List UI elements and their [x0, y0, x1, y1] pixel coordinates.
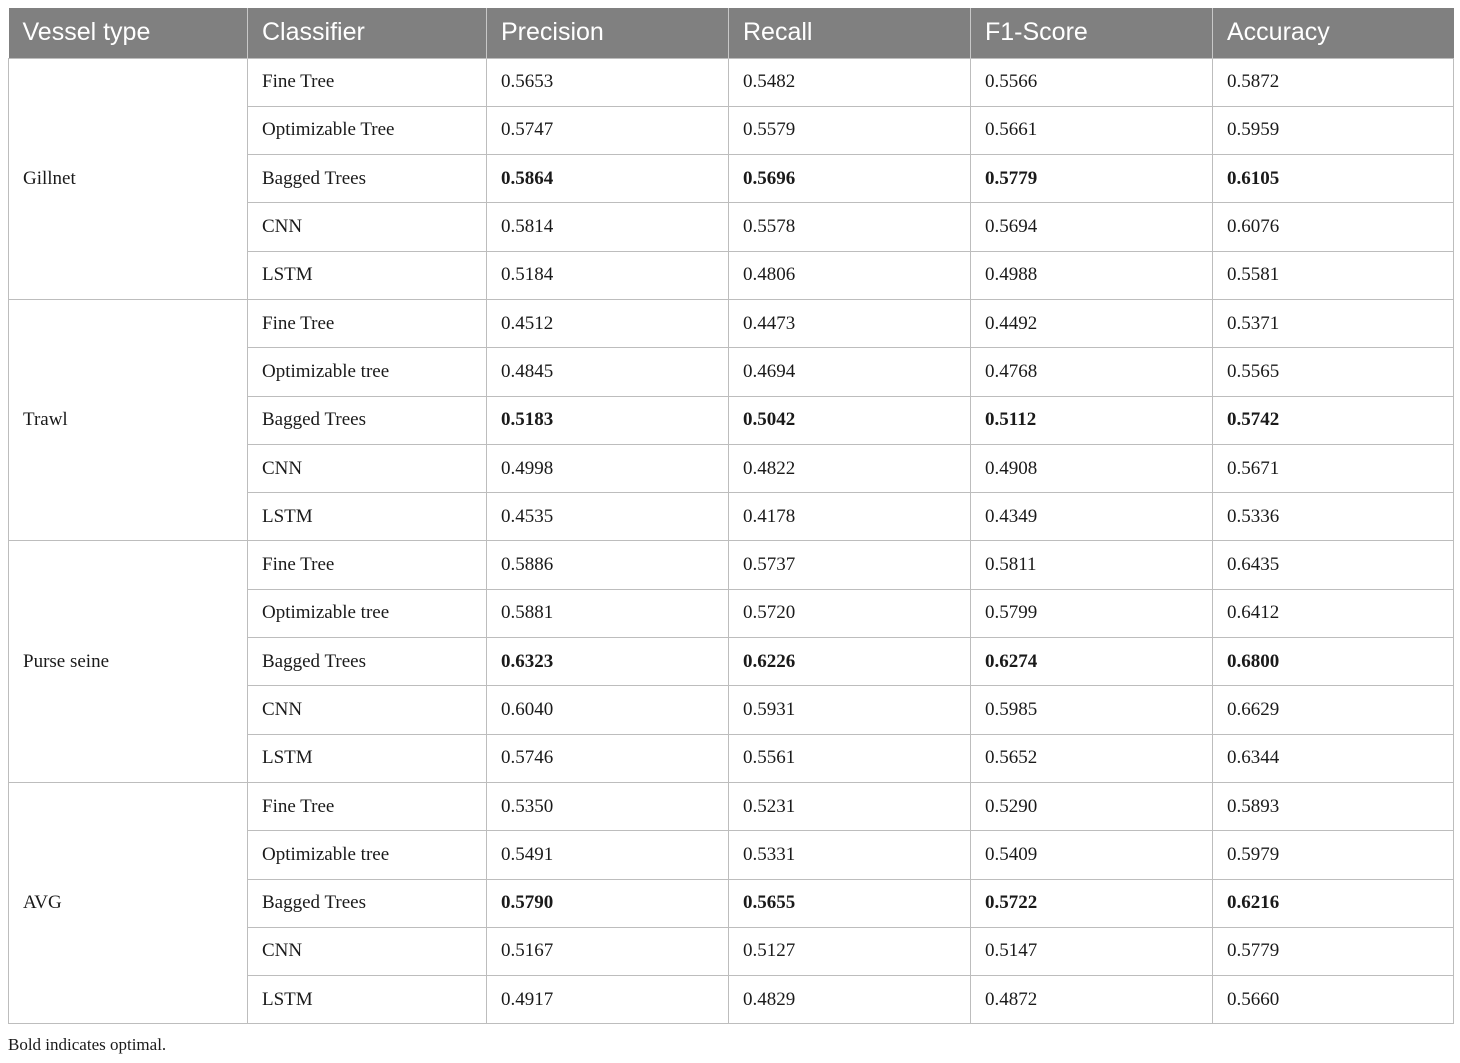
f1-score-cell: 0.5147 [971, 927, 1213, 975]
header-recall: Recall [729, 8, 971, 58]
f1-score-cell: 0.5290 [971, 782, 1213, 830]
f1-score-cell: 0.4768 [971, 348, 1213, 396]
vessel-type-cell: AVG [9, 782, 248, 1023]
accuracy-cell: 0.6800 [1213, 638, 1454, 686]
f1-score-cell: 0.5112 [971, 396, 1213, 444]
recall-cell: 0.5042 [729, 396, 971, 444]
accuracy-cell: 0.6629 [1213, 686, 1454, 734]
results-table [8, 8, 1454, 1024]
header-vessel-type: Vessel type [9, 8, 248, 58]
results-table-container [8, 8, 1453, 1024]
precision-cell: 0.5864 [487, 155, 729, 203]
accuracy-cell: 0.5565 [1213, 348, 1454, 396]
recall-cell: 0.5578 [729, 203, 971, 251]
precision-cell: 0.5184 [487, 251, 729, 299]
table-body [9, 58, 1454, 1024]
classifier-cell: LSTM [248, 251, 487, 299]
accuracy-cell: 0.6216 [1213, 879, 1454, 927]
classifier-cell: CNN [248, 686, 487, 734]
precision-cell: 0.5350 [487, 782, 729, 830]
table-row [9, 58, 1454, 106]
recall-cell: 0.4694 [729, 348, 971, 396]
precision-cell: 0.4512 [487, 299, 729, 347]
recall-cell: 0.5720 [729, 589, 971, 637]
accuracy-cell: 0.5660 [1213, 976, 1454, 1024]
table-row [9, 782, 1454, 830]
f1-score-cell: 0.5722 [971, 879, 1213, 927]
classifier-cell: LSTM [248, 493, 487, 541]
accuracy-cell: 0.6105 [1213, 155, 1454, 203]
precision-cell: 0.4917 [487, 976, 729, 1024]
recall-cell: 0.5579 [729, 106, 971, 154]
precision-cell: 0.5653 [487, 58, 729, 106]
precision-cell: 0.5790 [487, 879, 729, 927]
classifier-cell: Bagged Trees [248, 396, 487, 444]
accuracy-cell: 0.5742 [1213, 396, 1454, 444]
recall-cell: 0.5931 [729, 686, 971, 734]
header-precision: Precision [487, 8, 729, 58]
table-footnote: Bold indicates optimal. [8, 1035, 167, 1054]
precision-cell: 0.4998 [487, 444, 729, 492]
header-f1-score: F1-Score [971, 8, 1213, 58]
classifier-cell: Bagged Trees [248, 155, 487, 203]
f1-score-cell: 0.4988 [971, 251, 1213, 299]
classifier-cell: Fine Tree [248, 58, 487, 106]
precision-cell: 0.5814 [487, 203, 729, 251]
accuracy-cell: 0.5581 [1213, 251, 1454, 299]
f1-score-cell: 0.4492 [971, 299, 1213, 347]
accuracy-cell: 0.5671 [1213, 444, 1454, 492]
recall-cell: 0.5331 [729, 831, 971, 879]
classifier-cell: CNN [248, 203, 487, 251]
classifier-cell: Fine Tree [248, 782, 487, 830]
table-header [9, 8, 1454, 58]
classifier-cell: LSTM [248, 734, 487, 782]
precision-cell: 0.5491 [487, 831, 729, 879]
accuracy-cell: 0.6344 [1213, 734, 1454, 782]
classifier-cell: Optimizable tree [248, 348, 487, 396]
header-row [9, 8, 1454, 58]
accuracy-cell: 0.6412 [1213, 589, 1454, 637]
precision-cell: 0.5747 [487, 106, 729, 154]
f1-score-cell: 0.5811 [971, 541, 1213, 589]
recall-cell: 0.5655 [729, 879, 971, 927]
recall-cell: 0.4829 [729, 976, 971, 1024]
precision-cell: 0.5167 [487, 927, 729, 975]
recall-cell: 0.4178 [729, 493, 971, 541]
precision-cell: 0.4535 [487, 493, 729, 541]
precision-cell: 0.5886 [487, 541, 729, 589]
accuracy-cell: 0.5779 [1213, 927, 1454, 975]
header-classifier: Classifier [248, 8, 487, 58]
f1-score-cell: 0.5694 [971, 203, 1213, 251]
header-accuracy: Accuracy [1213, 8, 1454, 58]
classifier-cell: Fine Tree [248, 299, 487, 347]
precision-cell: 0.6040 [487, 686, 729, 734]
precision-cell: 0.5881 [487, 589, 729, 637]
recall-cell: 0.4473 [729, 299, 971, 347]
classifier-cell: Optimizable tree [248, 589, 487, 637]
f1-score-cell: 0.5799 [971, 589, 1213, 637]
recall-cell: 0.4822 [729, 444, 971, 492]
classifier-cell: Bagged Trees [248, 879, 487, 927]
precision-cell: 0.5183 [487, 396, 729, 444]
accuracy-cell: 0.6435 [1213, 541, 1454, 589]
f1-score-cell: 0.5661 [971, 106, 1213, 154]
f1-score-cell: 0.4349 [971, 493, 1213, 541]
classifier-cell: Fine Tree [248, 541, 487, 589]
recall-cell: 0.5561 [729, 734, 971, 782]
classifier-cell: Optimizable Tree [248, 106, 487, 154]
recall-cell: 0.5231 [729, 782, 971, 830]
classifier-cell: Optimizable tree [248, 831, 487, 879]
accuracy-cell: 0.5893 [1213, 782, 1454, 830]
recall-cell: 0.5737 [729, 541, 971, 589]
vessel-type-cell: Gillnet [9, 58, 248, 299]
classifier-cell: CNN [248, 927, 487, 975]
f1-score-cell: 0.5779 [971, 155, 1213, 203]
classifier-cell: Bagged Trees [248, 638, 487, 686]
f1-score-cell: 0.5566 [971, 58, 1213, 106]
accuracy-cell: 0.5872 [1213, 58, 1454, 106]
f1-score-cell: 0.5409 [971, 831, 1213, 879]
precision-cell: 0.6323 [487, 638, 729, 686]
f1-score-cell: 0.4908 [971, 444, 1213, 492]
table-row [9, 541, 1454, 589]
accuracy-cell: 0.6076 [1213, 203, 1454, 251]
recall-cell: 0.5127 [729, 927, 971, 975]
precision-cell: 0.5746 [487, 734, 729, 782]
classifier-cell: CNN [248, 444, 487, 492]
accuracy-cell: 0.5371 [1213, 299, 1454, 347]
accuracy-cell: 0.5959 [1213, 106, 1454, 154]
precision-cell: 0.4845 [487, 348, 729, 396]
recall-cell: 0.5696 [729, 155, 971, 203]
f1-score-cell: 0.6274 [971, 638, 1213, 686]
classifier-cell: LSTM [248, 976, 487, 1024]
f1-score-cell: 0.5985 [971, 686, 1213, 734]
vessel-type-cell: Trawl [9, 299, 248, 540]
accuracy-cell: 0.5336 [1213, 493, 1454, 541]
recall-cell: 0.5482 [729, 58, 971, 106]
f1-score-cell: 0.5652 [971, 734, 1213, 782]
recall-cell: 0.6226 [729, 638, 971, 686]
vessel-type-cell: Purse seine [9, 541, 248, 782]
f1-score-cell: 0.4872 [971, 976, 1213, 1024]
recall-cell: 0.4806 [729, 251, 971, 299]
table-row [9, 299, 1454, 347]
accuracy-cell: 0.5979 [1213, 831, 1454, 879]
